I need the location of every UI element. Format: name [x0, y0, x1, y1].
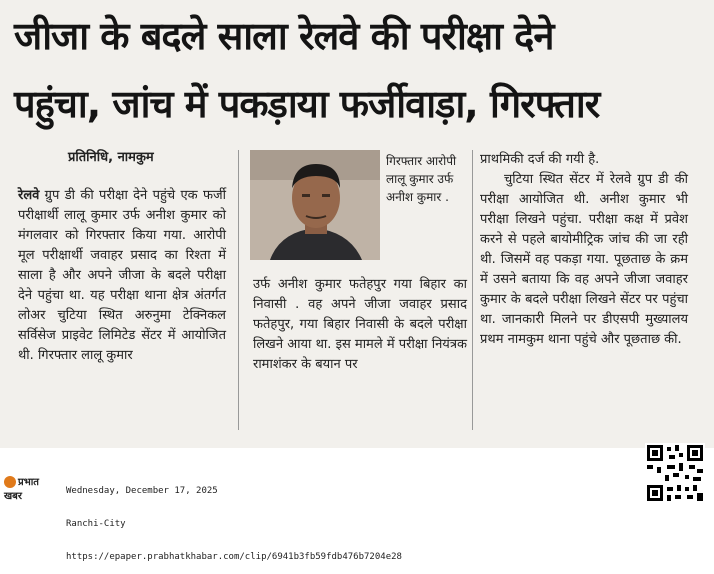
column-1-text: ग्रुप डी की परीक्षा देने पहुंचे एक फर्जी परीक्षार्थी लालू कुमार उर्फ अनीश कुमार को मंगलवार को गिरफ्तार किया गया. आरोपी मूल परीक्षार्थी जवाहर प्रसाद का रिश्ता में साला है और अपने जीजा के बदले परीक्षा देने पहुंचा था. यह परीक्षा थाना क्षेत्र अंतर्गत लोअर चुटिया स्थित अरुनुमा टेक्निकल सर्विसेज प्राइवेट लिमिटेड सेंटर में आयोजित थी. गिरफ्तार लालू कुमार [18, 188, 226, 363]
accused-photo [250, 150, 380, 260]
qr-code-icon[interactable] [645, 443, 705, 503]
column-3-para-1: प्राथमिकी दर्ज की गयी है. [480, 152, 600, 167]
photo-caption: गिरफ्तार आरोपी लालू कुमार उर्फ अनीश कुमार . [386, 154, 457, 204]
column-2-text: उर्फ अनीश कुमार फतेहपुर गया बिहार का निवासी . वह अपने जीजा जवाहर प्रसाद फतेहपुर, गया बिहार निवासी के बदले परीक्षा लिखने आया था. इस मामले में परीक्षा नियंत्रक रामाशंकर के बयान पर [253, 277, 467, 372]
column-divider [238, 150, 239, 430]
article-column-1 [18, 186, 226, 366]
clip-edition: Ranchi-City [66, 519, 126, 529]
headline-line-1: जीजा के बदले साला रेलवे की परीक्षा देने [14, 14, 554, 58]
clip-date: Wednesday, December 17, 2025 [66, 486, 218, 496]
article-column-3 [480, 150, 688, 350]
byline: प्रतिनिधि, नामकुम [68, 150, 154, 165]
article-column-2 [253, 275, 467, 375]
publication-logo [4, 474, 60, 502]
logo-text: प्रभात खबर [4, 477, 40, 502]
column-3-para-2: चुटिया स्थित सेंटर में रेलवे ग्रुप डी की परीक्षा आयोजित थी. अनीश कुमार भी परीक्षा लिखने पहुंचा. परीक्षा कक्ष में प्रवेश करने से पहले बायोमीट्रिक जांच की जा रही थी. जिसमें वह पकड़ा गया. पूछताछ के क्रम में उसने बताया कि वह अपने जीजा जवाहर कुमार के बदले परीक्षा लिखने सेंटर पर पहुंचा था. जानकारी मिलने पर डीएसपी मुख्यालय प्रथम नामकुम थाना पहुंचे और पूछताछ की. [480, 172, 688, 347]
clip-meta [66, 464, 402, 574]
headline-line-2: पहुंचा, जांच में पकड़ाया फर्जीवाड़ा, गिरफ्तार [14, 82, 600, 126]
logo-sun-icon [4, 476, 16, 488]
lead-word: रेलवे [18, 188, 40, 203]
column-divider [472, 150, 473, 430]
clip-url[interactable]: https://epaper.prabhatkhabar.com/clip/6941b3fb59fdb476b7204e28 [66, 552, 402, 562]
